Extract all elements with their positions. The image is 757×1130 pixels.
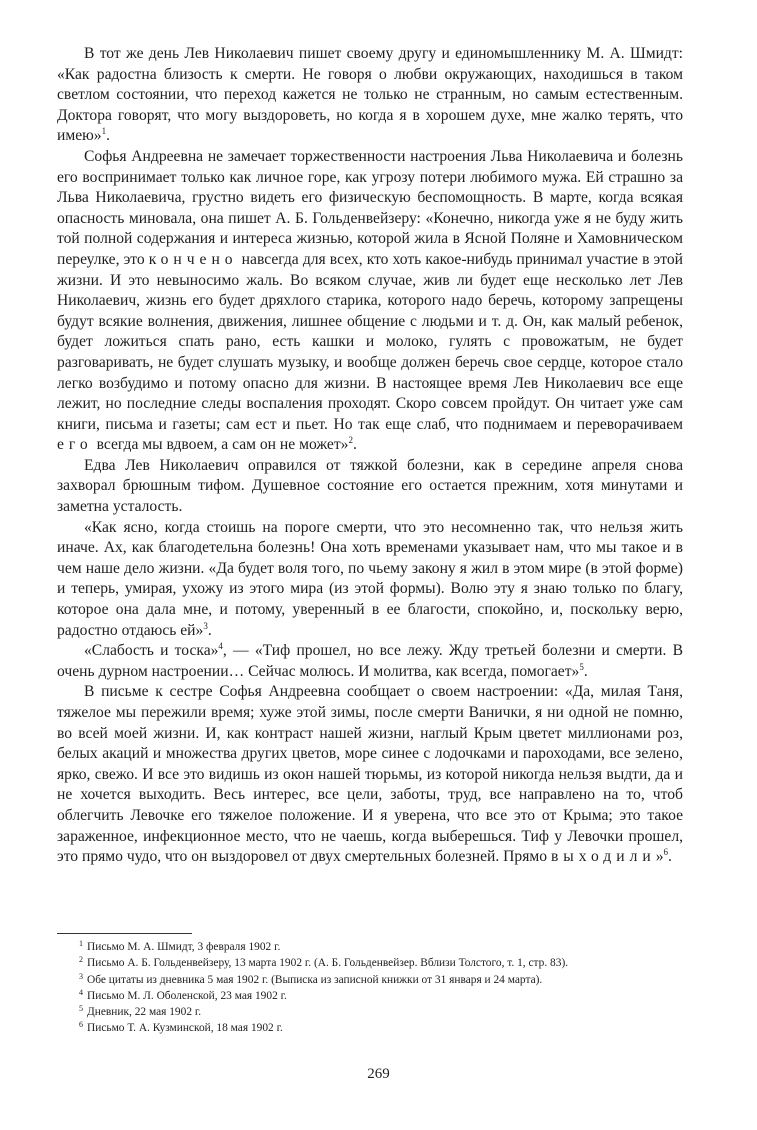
footnote-ref: 4	[218, 641, 223, 652]
footnote-number: 5	[79, 1004, 83, 1014]
footnote-ref: 6	[663, 847, 668, 858]
spaced-emphasis: кончено	[148, 250, 238, 268]
text-run: В тот же день Лев Николаевич пишет своему другу и единомышленнику М. А. Шмидт: «Как радостна близость к смерти. Не говоря о любви окружающих, находишься в таком светлом состоянии, что переход кажется не только не странным, но самым естественным. Доктора говорят, что могу выздороветь, но когда я в хорошем духе, мне жалко терять, что имею»	[57, 45, 683, 145]
footnote-number: 3	[79, 971, 83, 981]
spaced-emphasis: выходили	[550, 848, 656, 866]
footnotes	[57, 939, 683, 1037]
footnote-text: Письмо Т. А. Кузминской, 18 мая 1902 г.	[87, 1022, 283, 1035]
text-run: .	[352, 436, 357, 454]
footnote-ref: 1	[101, 126, 107, 137]
footnote-text: Письмо М. Л. Оболенской, 23 мая 1902 г.	[87, 989, 287, 1002]
text-run: Софья Андреевна не замечает торжественности настроения Льва Николаевича и болезнь его воспринимает только как личное горе, как угрозу потери любимого мужа. Ей страшно за Льва Николаевича, грустно видеть его физическую беспомощность. В марте, когда всякая опасность миновала, она пишет А. Б. Гольденвейзеру: «Конечно, никогда уже я не буду жить той полной содержания и интереса жизнью, которой жила в Ясной Поляне и Хамовническом переулке, это	[57, 147, 683, 268]
footnote-text: Дневник, 22 мая 1902 г.	[87, 1006, 202, 1019]
paragraph	[57, 518, 683, 642]
text-run: .	[583, 662, 588, 680]
page-number: 269	[367, 1066, 390, 1082]
footnote-ref: 5	[579, 661, 584, 672]
paragraph	[57, 682, 683, 867]
footnote-text: Письмо А. Б. Гольденвейзеру, 13 марта 1902 г. (А. Б. Гольденвейзер. Вблизи Толстого, т. 1, стр. 83).	[87, 957, 569, 970]
text-run: всегда мы вдвоем, а сам он не может»	[92, 436, 349, 454]
paragraph	[57, 44, 683, 147]
footnote-ref: 3	[203, 620, 208, 631]
spaced-emphasis: его	[57, 436, 93, 454]
text-run: .	[106, 127, 110, 145]
footnote	[57, 972, 683, 988]
text-run: «Слабость и тоска»	[84, 642, 219, 660]
footnote	[57, 1020, 683, 1036]
footnote-text: Письмо М. А. Шмидт, 3 февраля 1902 г.	[87, 941, 281, 953]
text-run: В письме к сестре Софья Андреевна сообщает о своем настроении: «Да, милая Таня, тяжелое мы пережили время; хуже этой зимы, после смерти Ванички, я ни одной не помню, во всей моей жизни. И, как контраст нашей жизни, наглый Крым цветет миллионами роз, белых акаций и множества других цветов, море синее с лодочками и пароходами, все зелено, ярко, свежо. И все это видишь из окон нашей тюрьмы, из которой никогда нельзя выдти, да и не хочется выходить. Весь интерес, все цели, заботы, труд, все направлено на то, чтоб облегчить Левочке его тяжелое положение. И я уверена, что все это от Крыма; это такое зараженное, инфекционное место, что не чаешь, когда выберешься. Тиф у Левочки прошел, это прямо чудо, что он выздоровел от двух смертельных болезней. Прямо	[57, 683, 683, 866]
paragraph	[57, 641, 683, 682]
text-run: «Как ясно, когда стоишь на пороге смерти, что это несомненно так, что нельзя жить иначе. Ах, как благодетельна болезнь! Она хоть временами указывает нам, что мы такое и в чем наше дело жизни. «Да будет воля того, по чьему закону я жил в этом мире (в этой форме) и теперь, умирая, ухожу из этого мира (из этой формы). Волю эту я знаю только по благу, которое она дала мне, и потому, уверенный в ее благости, спокойно, и, поскольку верю, радостно отдаюсь ей»	[57, 518, 683, 639]
footnote-number: 4	[79, 987, 83, 997]
main-text	[57, 44, 683, 868]
paragraph	[57, 147, 683, 456]
text-run: »	[655, 848, 664, 866]
footnote	[57, 988, 683, 1004]
text-run: Едва Лев Николаевич оправился от тяжкой болезни, как в середине апреля снова захворал брюшным тифом. Душевное состояние его остается прежним, хотя минутами и заметна усталость.	[57, 456, 683, 516]
footnote-number: 2	[79, 955, 83, 965]
footnote	[57, 1004, 683, 1020]
text-run: , — «Тиф прошел, но все лежу. Жду третьей болезни и смерти. В очень дурном настроении… Сейчас молюсь. И молитва, как всегда, помогает»	[57, 642, 683, 680]
footnote	[57, 955, 683, 971]
paragraph	[57, 456, 683, 518]
footnote-text: Обе цитаты из дневника 5 мая 1902 г. (Выписка из записной книжки от 31 января и 24 марта).	[87, 973, 543, 986]
text-run: .	[207, 621, 212, 639]
text-run: навсегда для всех, кто хоть какое-нибудь принимал участие в этой жизни. И это невыносимо жаль. Во всяком случае, жив ли будет еще несколько лет Лев Николаевич, жизнь его будет дряхлого старика, которого надо беречь, которому запрещены будут всякие волнения, движения, лишнее общение с людьми и т. д. Он, как малый ребенок, будет ложиться спать рано, есть кашки и молоко, гулять с провожатым, не будет разговаривать, не будет слушать музыку, и вообще должен беречь свое сердце, которое стало легко возбудимо и потому опасно для жизни. В настоящее время Лев Николаевич все еще лежит, но последние следы воспаления проходят. Скоро совсем пройдут. Он читает уже сам книги, письма и газеты; сам ест и пьет. Но так еще слаб, что поднимаем и переворачиваем	[57, 250, 683, 433]
footnote-number: 6	[79, 1020, 83, 1030]
footnote-number: 1	[79, 939, 83, 948]
footnote-separator	[57, 933, 192, 934]
footnote	[57, 939, 683, 955]
footnote-ref: 2	[348, 435, 353, 446]
text-run: .	[667, 848, 672, 866]
